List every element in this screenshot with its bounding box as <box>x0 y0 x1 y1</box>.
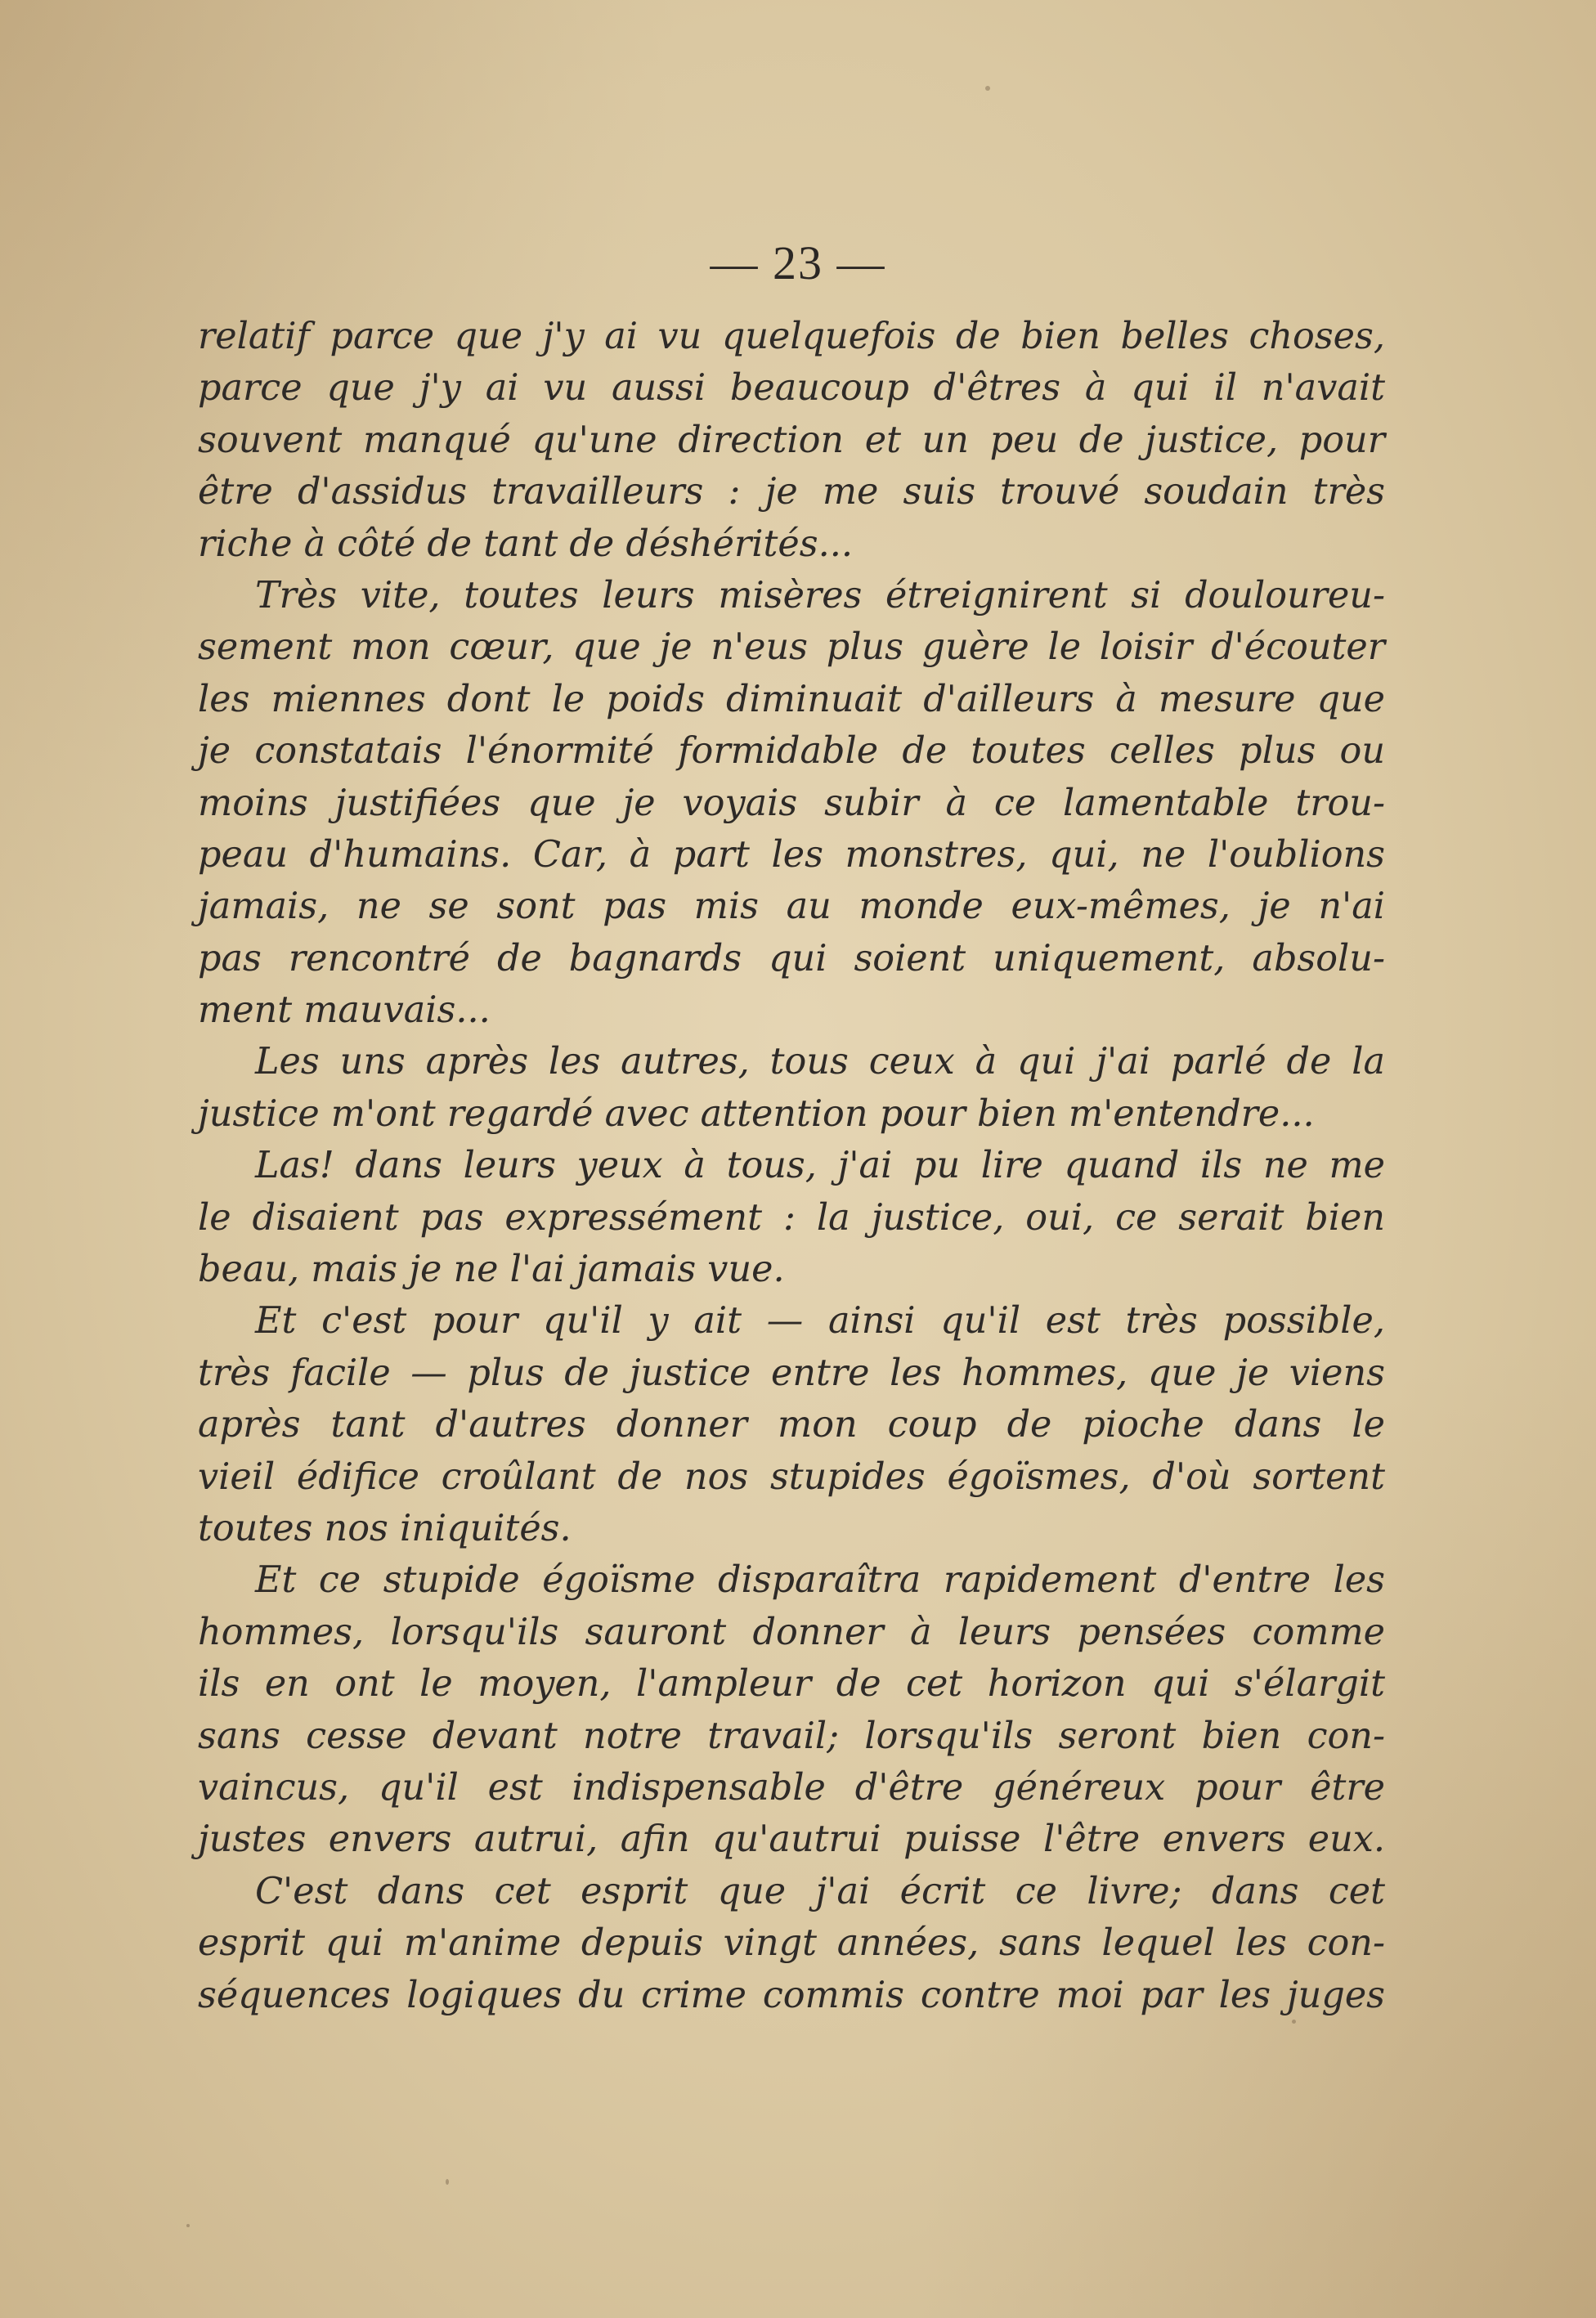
body-text <box>198 311 1385 2021</box>
text-line: Las! dans leurs yeux à tous, j'ai pu lire quand ils ne me <box>255 1145 1385 1187</box>
page-number: — 23 — <box>710 236 886 289</box>
text-line: le disaient pas expressément : la justice, oui, ce serait bien <box>198 1196 1385 1239</box>
text-line: Et ce stupide égoïsme disparaîtra rapidement d'entre les <box>255 1559 1385 1602</box>
text-line: justes envers autrui, afin qu'autrui puisse l'être envers eux. <box>198 1818 1385 1861</box>
text-line: esprit qui m'anime depuis vingt années, sans lequel les con- <box>198 1922 1385 1965</box>
text-line: pas rencontré de bagnards qui soient uniquement, absolu- <box>198 937 1385 980</box>
paper-speck <box>446 2179 449 2185</box>
text-line: très facile — plus de justice entre les hommes, que je viens <box>198 1352 1385 1394</box>
text-line: moins justifiées que je voyais subir à ce lamentable trou- <box>198 782 1385 824</box>
text-line: souvent manqué qu'une direction et un peu de justice, pour <box>198 419 1385 461</box>
text-line: beau, mais je ne l'ai jamais vue. <box>198 1249 785 1291</box>
text-line: jamais, ne se sont pas mis au monde eux-mêmes, je n'ai <box>198 886 1385 928</box>
text-line: ment mauvais... <box>198 989 491 1032</box>
text-line: vieil édifice croûlant de nos stupides égoïsmes, d'où sortent <box>198 1455 1385 1498</box>
text-line: C'est dans cet esprit que j'ai écrit ce livre; dans cet <box>255 1870 1385 1912</box>
text-line: toutes nos iniquités. <box>198 1507 572 1549</box>
text-line: être d'assidus travailleurs : je me suis trouvé soudain très <box>198 471 1385 513</box>
text-line: vaincus, qu'il est indispensable d'être généreux pour être <box>198 1766 1385 1809</box>
text-line: après tant d'autres donner mon coup de pioche dans le <box>198 1404 1385 1446</box>
paper-speck <box>1292 2020 1296 2024</box>
text-line: Très vite, toutes leurs misères étreignirent si douloureu- <box>255 574 1385 616</box>
text-line: parce que j'y ai vu aussi beaucoup d'êtres à qui il n'avait <box>198 367 1385 410</box>
text-line: riche à côté de tant de déshérités... <box>198 522 853 565</box>
text-line: ils en ont le moyen, l'ampleur de cet horizon qui s'élargit <box>198 1663 1385 1706</box>
paper-speck <box>985 86 990 91</box>
text-line: séquences logiques du crime commis contre moi par les juges <box>198 1974 1385 2016</box>
text-line: Les uns après les autres, tous ceux à qui j'ai parlé de la <box>255 1041 1385 1083</box>
text-line: les miennes dont le poids diminuait d'ailleurs à mesure que <box>198 678 1385 720</box>
text-line: peau d'humains. Car, à part les monstres, qui, ne l'oublions <box>198 833 1385 876</box>
text-line: Et c'est pour qu'il y ait — ainsi qu'il est très possible, <box>255 1300 1385 1343</box>
text-line: justice m'ont regardé avec attention pour bien m'entendre... <box>198 1092 1315 1135</box>
paper-speck <box>186 2224 190 2227</box>
text-line: je constatais l'énormité formidable de toutes celles plus ou <box>198 730 1385 773</box>
text-line: sans cesse devant notre travail; lorsqu'ils seront bien con- <box>198 1715 1385 1757</box>
text-line: sement mon cœur, que je n'eus plus guère le loisir d'écouter <box>198 626 1385 669</box>
text-line: hommes, lorsqu'ils sauront donner à leurs pensées comme <box>198 1611 1385 1653</box>
text-line: relatif parce que j'y ai vu quelquefois de bien belles choses, <box>198 316 1385 357</box>
